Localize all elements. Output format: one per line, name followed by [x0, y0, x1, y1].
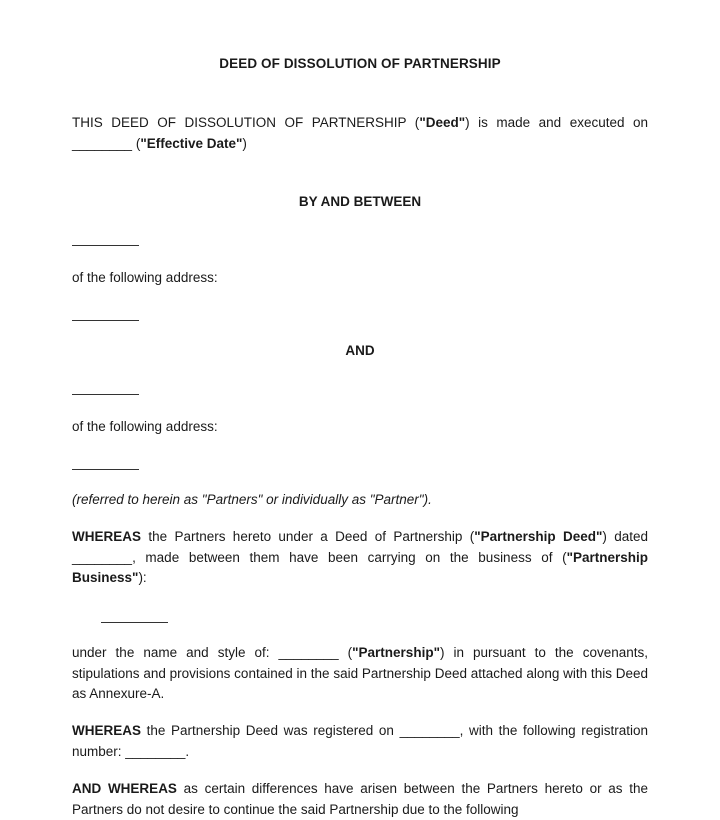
address-label-2: of the following address: [72, 419, 218, 434]
business-description-blank [101, 622, 168, 623]
address-label-1: of the following address: [72, 270, 218, 285]
intro-paragraph [72, 113, 648, 154]
partnership-business-term: "Partnership Business" [72, 549, 648, 585]
whereas-term: WHEREAS [72, 529, 142, 544]
intro-text-1: THIS DEED OF DISSOLUTION OF PARTNERSHIP ( [72, 115, 420, 130]
and-whereas-paragraph [72, 779, 648, 820]
whereas1-text-2: ) dated ________, made between them have been carrying on the business of ( [72, 529, 648, 565]
referred-clause: (referred to herein as "Partners" or individually as "Partner"). [72, 492, 432, 507]
and-whereas-term: AND WHEREAS [72, 781, 177, 796]
partner-2-name-blank [72, 394, 139, 395]
intro-text-3: ) [242, 135, 247, 151]
partner-1-address-blank [72, 320, 139, 321]
and-whereas-text: as certain differences have arisen between the Partners hereto or as the Partners do not desire to continue the said Partnership due to the following [72, 781, 648, 817]
intro-text-2: ) is made and executed on ________ ( [72, 115, 648, 151]
whereas1-text-3: ): [138, 570, 147, 585]
under-name-text-2: ) in pursuant to the covenants, stipulations and provisions contained in the said Partnership Deed attached along with this Deed as Annexure-A. [72, 645, 648, 701]
partnership-term: "Partnership" [352, 645, 440, 660]
whereas-paragraph-1 [72, 527, 648, 589]
whereas-paragraph-2 [72, 721, 648, 762]
whereas2-text: the Partnership Deed was registered on ________, with the following registration number: ________. [72, 723, 648, 759]
deed-term: "Deed" [419, 115, 466, 130]
partner-2-address-blank [72, 469, 139, 470]
effective-date-term: "Effective Date" [140, 135, 243, 151]
whereas1-text-1: the Partners hereto under a Deed of Partnership ( [141, 529, 475, 544]
partner-1-name-blank [72, 245, 139, 246]
and-heading: AND [345, 343, 375, 358]
document-title: DEED OF DISSOLUTION OF PARTNERSHIP [219, 56, 501, 71]
under-name-paragraph [72, 643, 648, 705]
by-and-between-heading: BY AND BETWEEN [298, 194, 422, 209]
whereas-term-2: WHEREAS [72, 723, 142, 738]
under-name-text-1: under the name and style of: ________ ( [72, 645, 353, 660]
partnership-deed-term: "Partnership Deed" [474, 529, 603, 544]
